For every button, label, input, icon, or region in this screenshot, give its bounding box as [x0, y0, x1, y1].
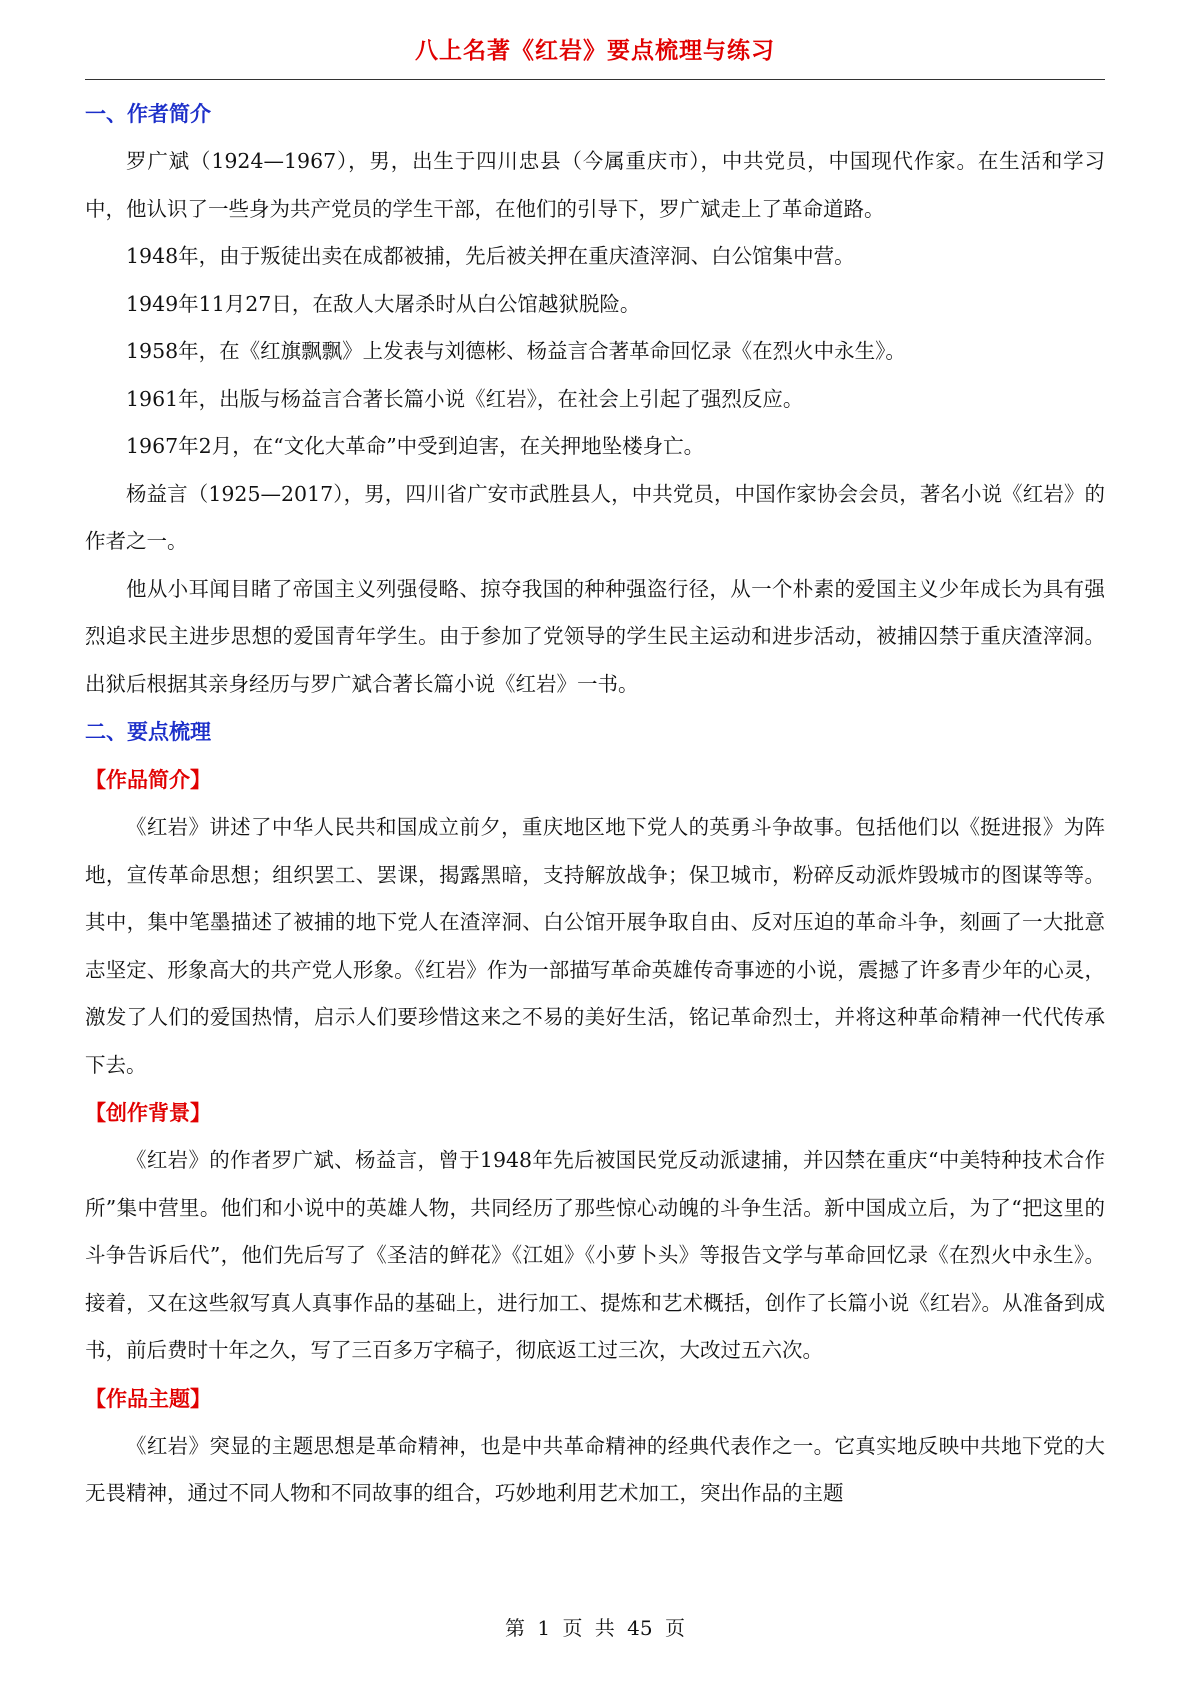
paragraph: 罗广斌（1924—1967），男，出生于四川忠县（今属重庆市），中共党员，中国现代作家。在生活和学习中，他认识了一些身为共产党员的学生干部，在他们的引导下，罗广斌走上了革命道路。: [85, 149, 1105, 221]
paragraph: 杨益言（1925—2017），男，四川省广安市武胜县人，中共党员，中国作家协会会员，著名小说《红岩》的作者之一。: [85, 481, 1105, 553]
paragraph: 《红岩》讲述了中华人民共和国成立前夕，重庆地区地下党人的英勇斗争故事。包括他们以《挺进报》为阵地，宣传革命思想；组织罢工、罢课，揭露黑暗，支持解放战争；保卫城市，粉碎反动派炸毁城市的图谋等等。其中，集中笔墨描述了被捕的地下党人在渣滓洞、白公馆开展争取自由、反对压迫的革命斗争，刻画了一大批意志坚定、形象高大的共产党人形象。《红岩》作为一部描写革命英雄传奇事迹的小说，震撼了许多青少年的心灵，激发了人们的爱国热情，启示人们要珍惜这来之不易的美好生活，铭记革命烈士，并将这种革命精神一代代传承下去。: [85, 815, 1105, 1077]
subsection-heading-background: 【创作背景】: [85, 1101, 211, 1125]
page-title: 八上名著《红岩》要点梳理与练习: [415, 38, 775, 64]
paragraph: 他从小耳闻目睹了帝国主义列强侵略、掠夺我国的种种强盗行径，从一个朴素的爱国主义少年成长为具有强烈追求民主进步思想的爱国青年学生。由于参加了党领导的学生民主运动和进步活动，被捕囚禁于重庆渣滓洞。出狱后根据其亲身经历与罗广斌合著长篇小说《红岩》一书。: [85, 576, 1105, 696]
subsection-heading-work-intro: 【作品简介】: [85, 768, 211, 792]
section-heading-author: 一、作者简介: [85, 102, 211, 126]
paragraph: 1967年2月，在“文化大革命”中受到迫害，在关押地坠楼身亡。: [126, 434, 705, 458]
paragraph: 1958年，在《红旗飘飘》上发表与刘德彬、杨益言合著革命回忆录《在烈火中永生》。: [126, 339, 906, 363]
subsection-heading-theme: 【作品主题】: [85, 1386, 211, 1411]
page-number: 第 1 页 共 45 页: [505, 1616, 685, 1640]
paragraph: 1949年11月27日，在敌人大屠杀时从白公馆越狱脱险。: [126, 291, 641, 316]
section-heading-key-points: 二、要点梳理: [85, 720, 211, 744]
document-body: [85, 90, 1105, 1518]
paragraph: 《红岩》的作者罗广斌、杨益言，曾于1948年先后被国民党反动派逮捕，并囚禁在重庆“中美特种技术合作所”集中营里。他们和小说中的英雄人物，共同经历了那些惊心动魄的斗争生活。新中国成立后，为了“把这里的斗争告诉后代”，他们先后写了《圣洁的鲜花》《江姐》《小萝卜头》等报告文学与革命回忆录《在烈火中永生》。接着，又在这些叙写真人真事作品的基础上，进行加工、提炼和艺术概括，创作了长篇小说《红岩》。从准备到成书，前后费时十年之久，写了三百多万字稿子，彻底返工过三次，大改过五六次。: [85, 1148, 1105, 1362]
title-divider: [85, 79, 1105, 80]
paragraph: 1948年，由于叛徒出卖在成都被捕，先后被关押在重庆渣滓洞、白公馆集中营。: [126, 244, 855, 268]
paragraph: 1961年，出版与杨益言合著长篇小说《红岩》，在社会上引起了强烈反应。: [126, 386, 804, 411]
paragraph: 《红岩》突显的主题思想是革命精神，也是中共革命精神的经典代表作之一。它真实地反映中共地下党的大无畏精神，通过不同人物和不同故事的组合，巧妙地利用艺术加工，突出作品的主题: [85, 1433, 1105, 1505]
